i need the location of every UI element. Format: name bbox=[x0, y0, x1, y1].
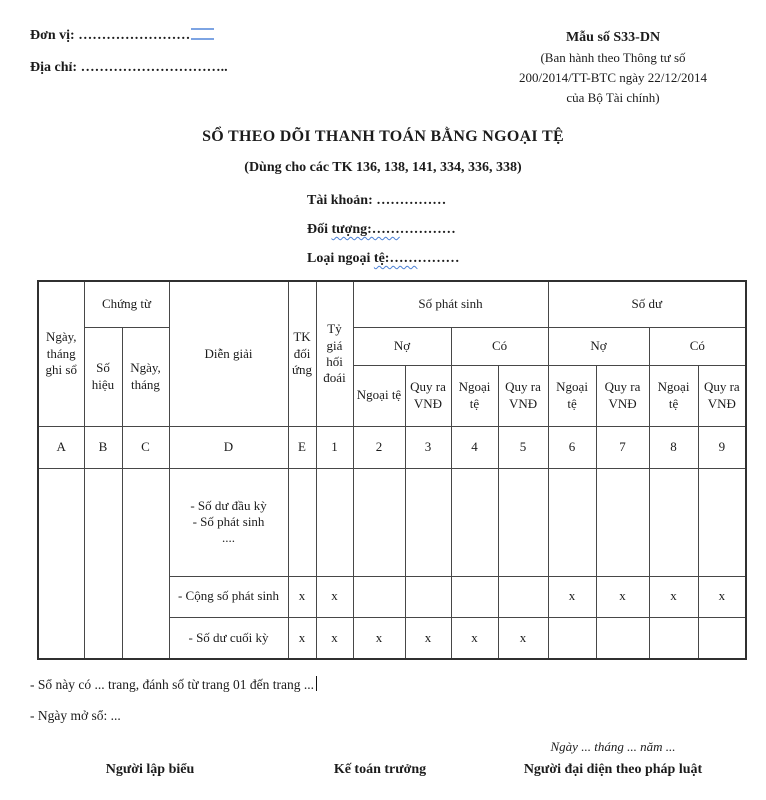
org-address-label: Địa chỉ: bbox=[30, 60, 78, 75]
grammar-double-underline-mark bbox=[191, 28, 214, 40]
empty-cell bbox=[548, 468, 596, 576]
pages-note-text: - Sổ này có ... trang, đánh số từ trang 01 đến trang ... bbox=[30, 677, 315, 692]
col-header-foreign-currency: Ngoại tệ bbox=[353, 365, 405, 426]
total-cell-3 bbox=[405, 576, 451, 617]
empty-cell bbox=[698, 468, 746, 576]
empty-cell-date-recorded bbox=[38, 468, 84, 659]
col-header-vnd-equivalent: Quy ra VNĐ bbox=[405, 365, 451, 426]
col-index-1: 1 bbox=[316, 426, 353, 468]
col-header-corresponding-account: TK đối ứng bbox=[288, 281, 316, 426]
ellipsis-line: .... bbox=[222, 530, 235, 546]
col-index-2: 2 bbox=[353, 426, 405, 468]
closing-cell-2: x bbox=[353, 617, 405, 659]
document-subtitle: (Dùng cho các TK 136, 138, 141, 334, 336, 338) bbox=[244, 160, 522, 175]
col-subgroup-balance-credit: Có bbox=[649, 327, 746, 365]
col-index-7: 7 bbox=[596, 426, 649, 468]
signature-row bbox=[0, 739, 766, 778]
form-number: Mẫu số S33-DN bbox=[565, 30, 661, 45]
empty-cell bbox=[353, 468, 405, 576]
org-unit-label: Đơn vị: bbox=[30, 28, 75, 43]
empty-cell bbox=[498, 468, 548, 576]
col-index-3: 3 bbox=[405, 426, 451, 468]
total-cell-5 bbox=[498, 576, 548, 617]
empty-cell bbox=[288, 468, 316, 576]
total-cell-e: x bbox=[288, 576, 316, 617]
currency-dots: ……… bbox=[417, 251, 460, 266]
form-info-block bbox=[482, 28, 744, 108]
col-index-c: C bbox=[122, 426, 169, 468]
incurred-amount-line: - Số phát sinh bbox=[192, 513, 265, 529]
pages-note-line bbox=[30, 676, 766, 693]
foreign-currency-payment-table bbox=[37, 280, 747, 660]
signer-title-chief-accountant: Kế toán trưởng bbox=[333, 762, 427, 777]
issued-line-2: 200/2014/TT-BTC ngày 22/12/2014 bbox=[518, 70, 708, 85]
signature-date-line: Ngày ... tháng ... năm ... bbox=[550, 739, 676, 754]
document-title: SỔ THEO DÕI THANH TOÁN BẰNG NGOẠI TỆ bbox=[202, 128, 564, 145]
empty-cell-voucher-date bbox=[122, 468, 169, 659]
description-opening-cell bbox=[169, 468, 288, 576]
account-line: Tài khoản: …………… bbox=[307, 193, 447, 208]
total-cell-4 bbox=[451, 576, 498, 617]
col-header-date-recorded: Ngày, tháng ghi sổ bbox=[38, 281, 84, 426]
col-header-voucher-no: Số hiệu bbox=[84, 327, 122, 426]
col-index-6: 6 bbox=[548, 426, 596, 468]
org-address-dots: ………………………….. bbox=[77, 60, 228, 75]
total-cell-2 bbox=[353, 576, 405, 617]
empty-cell bbox=[405, 468, 451, 576]
total-cell-9: x bbox=[698, 576, 746, 617]
subject-dots: ………… bbox=[399, 222, 456, 237]
closing-cell-3: x bbox=[405, 617, 451, 659]
col-header-description: Diễn giải bbox=[169, 281, 288, 426]
col-subgroup-balance-debit: Nợ bbox=[548, 327, 649, 365]
closing-cell-4: x bbox=[451, 617, 498, 659]
document-header bbox=[0, 0, 766, 108]
closing-cell-5: x bbox=[498, 617, 548, 659]
column-index-row bbox=[38, 426, 746, 468]
closing-cell-7 bbox=[596, 617, 649, 659]
col-index-5: 5 bbox=[498, 426, 548, 468]
account-info-block bbox=[307, 193, 766, 267]
closing-row-label: - Số dư cuối kỳ bbox=[169, 617, 288, 659]
empty-cell bbox=[596, 468, 649, 576]
total-cell-1: x bbox=[316, 576, 353, 617]
col-header-foreign-currency: Ngoại tệ bbox=[451, 365, 498, 426]
body-row-opening bbox=[38, 468, 746, 576]
col-header-vnd-equivalent: Quy ra VNĐ bbox=[596, 365, 649, 426]
col-group-voucher: Chứng từ bbox=[84, 281, 169, 327]
total-cell-6: x bbox=[548, 576, 596, 617]
closing-cell-9 bbox=[698, 617, 746, 659]
total-cell-7: x bbox=[596, 576, 649, 617]
closing-cell-1: x bbox=[316, 617, 353, 659]
col-subgroup-amount-debit: Nợ bbox=[353, 327, 451, 365]
empty-cell-voucher-no bbox=[84, 468, 122, 659]
text-cursor bbox=[316, 676, 317, 691]
org-unit-line bbox=[30, 28, 228, 44]
col-header-exchange-rate: Tỷ giá hối đoái bbox=[316, 281, 353, 426]
org-unit-dots: …………………… bbox=[74, 28, 191, 43]
col-index-9: 9 bbox=[698, 426, 746, 468]
col-index-b: B bbox=[84, 426, 122, 468]
col-header-foreign-currency: Ngoại tệ bbox=[649, 365, 698, 426]
col-subgroup-amount-credit: Có bbox=[451, 327, 548, 365]
col-index-a: A bbox=[38, 426, 84, 468]
total-cell-8: x bbox=[649, 576, 698, 617]
closing-cell-6 bbox=[548, 617, 596, 659]
col-index-d: D bbox=[169, 426, 288, 468]
signature-block-chief-accountant bbox=[300, 739, 460, 778]
signature-block-legal-representative bbox=[460, 739, 766, 778]
header-row-1 bbox=[38, 281, 746, 327]
org-block bbox=[30, 28, 228, 92]
spellcheck-wavy-underline: tệ:…… bbox=[373, 251, 418, 266]
col-header-vnd-equivalent: Quy ra VNĐ bbox=[698, 365, 746, 426]
signer-title-preparer: Người lập biểu bbox=[105, 762, 195, 777]
org-address-line bbox=[30, 60, 228, 76]
empty-cell bbox=[316, 468, 353, 576]
col-header-vnd-equivalent: Quy ra VNĐ bbox=[498, 365, 548, 426]
currency-prefix: Loại ngoại bbox=[307, 251, 374, 266]
opening-balance-line: - Số dư đầu kỳ bbox=[190, 497, 267, 513]
col-group-balance: Số dư bbox=[548, 281, 746, 327]
footer-notes bbox=[30, 676, 766, 724]
empty-cell bbox=[649, 468, 698, 576]
open-date-note-line: - Ngày mở sổ: ... bbox=[30, 708, 121, 723]
closing-cell-8 bbox=[649, 617, 698, 659]
subject-prefix: Đối bbox=[307, 222, 332, 237]
total-row-label: - Cộng số phát sinh bbox=[169, 576, 288, 617]
col-header-foreign-currency: Ngoại tệ bbox=[548, 365, 596, 426]
issued-line-1: (Ban hành theo Thông tư số bbox=[540, 50, 686, 65]
col-group-amount-incurred: Số phát sinh bbox=[353, 281, 548, 327]
col-index-8: 8 bbox=[649, 426, 698, 468]
issued-line-3: của Bộ Tài chính) bbox=[566, 90, 660, 105]
col-header-voucher-date: Ngày, tháng bbox=[122, 327, 169, 426]
currency-line bbox=[307, 251, 766, 267]
signature-block-preparer bbox=[0, 739, 300, 778]
empty-cell bbox=[451, 468, 498, 576]
spellcheck-wavy-underline: tượng:…… bbox=[331, 222, 400, 237]
col-index-4: 4 bbox=[451, 426, 498, 468]
col-index-e: E bbox=[288, 426, 316, 468]
subject-line bbox=[307, 222, 766, 238]
header-row-2 bbox=[38, 327, 746, 365]
signer-title-legal-representative: Người đại diện theo pháp luật bbox=[523, 762, 703, 777]
closing-cell-e: x bbox=[288, 617, 316, 659]
